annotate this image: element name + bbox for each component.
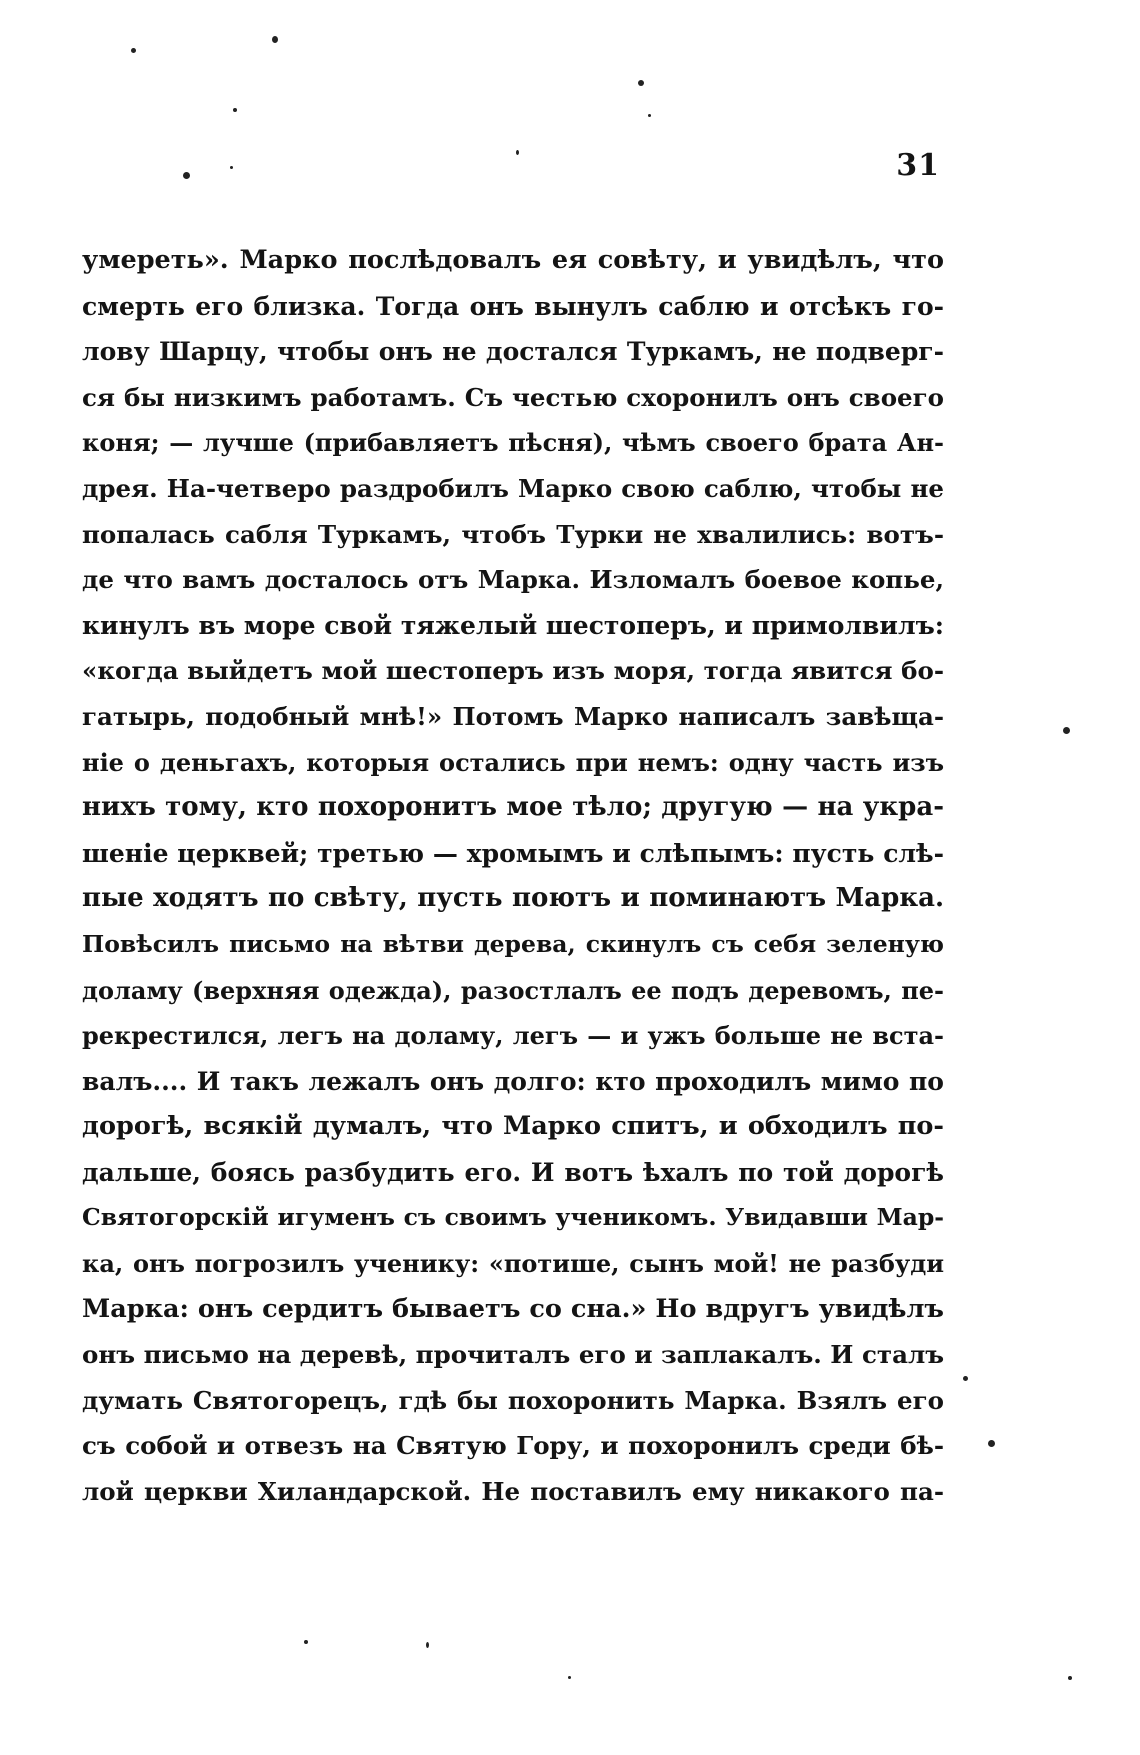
text-line: онъ письмо на деревѣ, прочиталъ его и заплакалъ. И сталъ bbox=[82, 1340, 944, 1370]
text-line: Святогорскій игуменъ съ своимъ ученикомъ. Увидавши Мар- bbox=[82, 1203, 944, 1232]
scan-speck bbox=[1068, 1676, 1072, 1680]
text-line: кинулъ въ море свой тяжелый шестоперъ, и примолвилъ: bbox=[82, 610, 944, 640]
text-line: ка, онъ погрозилъ ученику: «потише, сынъ мой! не разбуди bbox=[82, 1249, 944, 1279]
text-line: попалась сабля Туркамъ, чтобъ Турки не хвалились: вотъ- bbox=[82, 519, 944, 549]
text-line: дальше, боясь разбудить его. И вотъ ѣхалъ по той дорогѣ bbox=[82, 1157, 944, 1187]
scan-speck bbox=[304, 1640, 308, 1644]
text-line: ся бы низкимъ работамъ. Съ честью схоронилъ онъ своего bbox=[82, 382, 944, 412]
scan-speck bbox=[1063, 727, 1070, 734]
scan-speck bbox=[233, 108, 237, 112]
text-line: нихъ тому, кто похоронитъ мое тѣло; другую — на укра- bbox=[82, 792, 944, 823]
scan-speck bbox=[426, 1642, 429, 1648]
scan-speck bbox=[648, 114, 651, 117]
text-line: шеніе церквей; третью — хромымъ и слѣпымъ: пусть слѣ- bbox=[82, 838, 944, 868]
scan-speck bbox=[516, 150, 519, 155]
text-line: съ собой и отвезъ на Святую Гору, и похоронилъ среди бѣ- bbox=[82, 1431, 944, 1461]
scan-speck bbox=[183, 172, 190, 179]
text-line: лой церкви Хиландарской. Не поставилъ ему никакого па- bbox=[82, 1477, 944, 1507]
text-line: доламу (верхняя одежда), разостлалъ ее подъ деревомъ, пе- bbox=[82, 975, 944, 1005]
text-line: рекрестился, легъ на доламу, легъ — и ужъ больше не вста- bbox=[82, 1021, 944, 1051]
text-line: Повѣсилъ письмо на вѣтви дерева, скинулъ съ себя зеленую bbox=[82, 929, 944, 958]
scan-speck bbox=[963, 1376, 968, 1381]
scan-speck bbox=[638, 80, 644, 86]
text-line: смерть его близка. Тогда онъ вынулъ саблю и отсѣкъ го- bbox=[82, 291, 944, 321]
scan-speck bbox=[988, 1440, 995, 1447]
scan-speck bbox=[230, 166, 233, 169]
text-line: «когда выйдетъ мой шестоперъ изъ моря, тогда явится бо- bbox=[82, 656, 944, 686]
text-line: Марка: онъ сердитъ бываетъ со сна.» Но вдругъ увидѣлъ bbox=[82, 1293, 944, 1324]
text-line: думать Святогорецъ, гдѣ бы похоронить Марка. Взялъ его bbox=[82, 1385, 944, 1415]
scan-speck bbox=[272, 36, 278, 43]
text-line: умереть». Марко послѣдовалъ ея совѣту, и увидѣлъ, что bbox=[82, 245, 944, 275]
text-line: де что вамъ досталось отъ Марка. Изломалъ боевое копье, bbox=[82, 565, 944, 595]
scan-speck bbox=[131, 48, 136, 53]
text-line: дрея. На-четверо раздробилъ Марко свою саблю, чтобы не bbox=[82, 473, 944, 503]
text-line: коня; — лучше (прибавляетъ пѣсня), чѣмъ своего брата Ан- bbox=[82, 428, 944, 458]
text-line: гатырь, подобный мнѣ!» Потомъ Марко написалъ завѣща- bbox=[82, 701, 944, 731]
body-text bbox=[82, 238, 944, 1515]
text-line: дорогѣ, всякій думалъ, что Марко спитъ, и обходилъ по- bbox=[82, 1111, 944, 1142]
text-line: пые ходятъ по свѣту, пусть поютъ и поминаютъ Марка. bbox=[82, 883, 944, 914]
text-line: валъ.... И такъ лежалъ онъ долго: кто проходилъ мимо по bbox=[82, 1066, 944, 1096]
page-number: 31 bbox=[896, 148, 940, 183]
text-line: ніе о деньгахъ, которыя остались при немъ: одну часть изъ bbox=[82, 747, 944, 777]
scan-speck bbox=[568, 1676, 571, 1679]
text-line: лову Шарцу, чтобы онъ не достался Туркамъ, не подверг- bbox=[82, 337, 944, 367]
